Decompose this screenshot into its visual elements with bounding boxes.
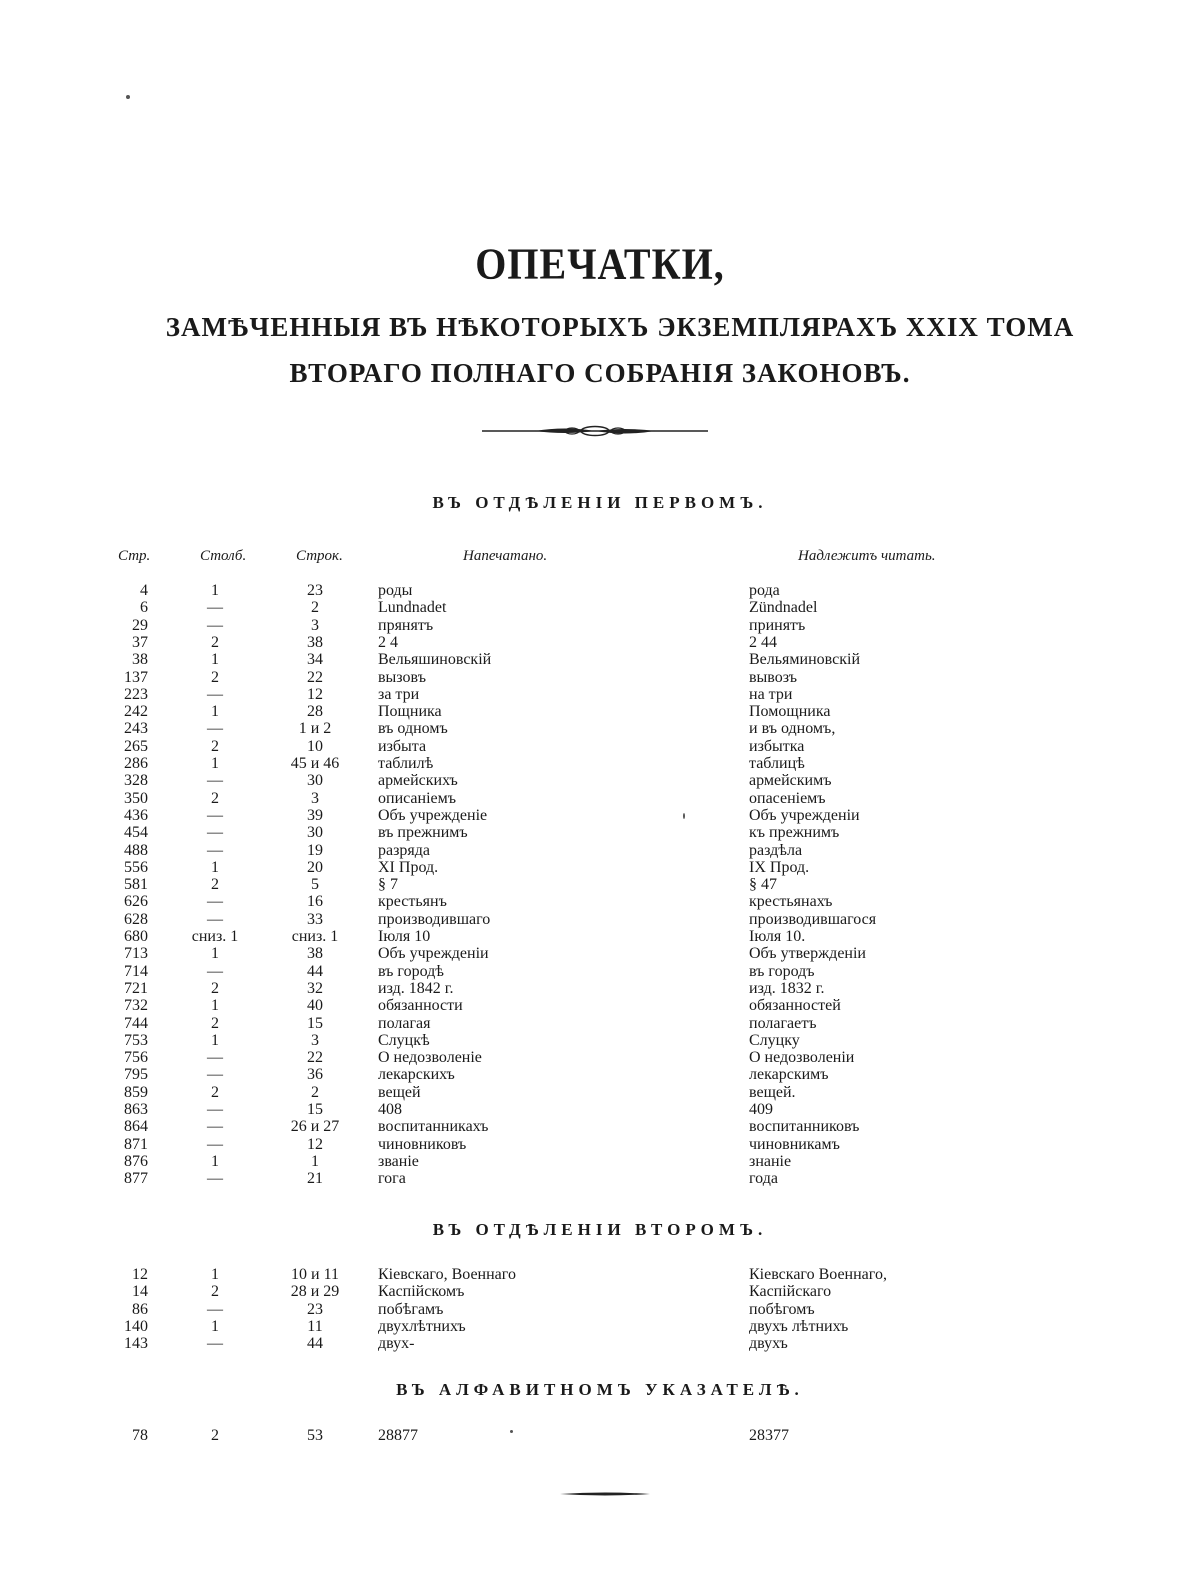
printed-text: двухлѣтнихъ: [378, 1317, 466, 1335]
line-number: 39: [307, 806, 323, 824]
column-number: 1: [211, 755, 219, 772]
correct-text: таблицѣ: [749, 755, 805, 772]
page-number: 556: [124, 858, 148, 876]
subtitle-line-2: ВТОРАГО ПОЛНАГО СОБРАНІЯ ЗАКОНОВЪ.: [289, 358, 911, 388]
correct-text: армейскимъ: [749, 772, 832, 790]
page-number: 859: [124, 1083, 148, 1101]
page-number: 756: [124, 1049, 148, 1067]
page-number: 350: [124, 789, 148, 807]
line-number: 2: [311, 599, 319, 617]
page-number: 6: [140, 599, 148, 617]
line-number: 12: [307, 1135, 323, 1153]
column-number: —: [207, 685, 223, 703]
printed-text: полагая: [378, 1014, 431, 1032]
printed-text: крестьянъ: [378, 893, 447, 911]
line-number: 33: [307, 910, 323, 928]
errata-row: [0, 1335, 1200, 1353]
column-header-line: Строк.: [296, 548, 343, 564]
column-number: 1: [211, 1152, 219, 1170]
column-number: —: [207, 1101, 223, 1118]
line-number: 32: [307, 979, 323, 997]
correct-text: обязанностей: [749, 997, 841, 1015]
errata-row: [0, 1136, 1200, 1154]
column-number: 2: [211, 979, 219, 997]
page-number: 581: [124, 876, 148, 894]
line-number: 10 и 11: [291, 1266, 339, 1283]
errata-row: [0, 842, 1200, 860]
correct-text: крестьянахъ: [749, 893, 833, 911]
page-number: 137: [124, 668, 148, 686]
line-number: 34: [307, 651, 323, 669]
correct-text: побѣгомъ: [749, 1300, 815, 1318]
printed-text: § 7: [378, 876, 398, 894]
column-number: 2: [211, 876, 219, 894]
column-number: —: [207, 1135, 223, 1153]
printed-text: званіе: [378, 1152, 419, 1170]
section-heading-first: ВЪ ОТДѢЛЕНІИ ПЕРВОМЪ.: [432, 493, 768, 512]
column-number: —: [207, 1335, 223, 1353]
page-title: ОПЕЧАТКИ,: [475, 238, 725, 289]
errata-row: [0, 893, 1200, 911]
printed-text: обязанности: [378, 997, 463, 1015]
column-number: —: [207, 1049, 223, 1067]
errata-row: [0, 1170, 1200, 1188]
correct-text: къ прежнимъ: [749, 824, 840, 842]
printed-text: XI Прод.: [378, 858, 439, 876]
page-number: 436: [124, 806, 148, 824]
page-number: 721: [124, 979, 148, 997]
correct-text: двухъ лѣтнихъ: [749, 1317, 849, 1335]
errata-row: [0, 980, 1200, 998]
errata-row: [0, 1101, 1200, 1119]
line-number: 15: [307, 1014, 323, 1032]
printed-text: прянятъ: [378, 616, 434, 634]
correct-text: года: [749, 1170, 778, 1188]
page-number: 864: [124, 1118, 148, 1136]
printed-text: изд. 1842 г.: [378, 979, 454, 997]
line-number: 16: [307, 893, 323, 911]
correct-text: Іюля 10.: [749, 928, 806, 945]
page-number: 140: [124, 1317, 148, 1335]
page-number: 37: [132, 633, 148, 651]
column-number: —: [207, 806, 223, 824]
correct-text: вещей.: [749, 1083, 796, 1101]
printed-text: 2 4: [378, 633, 398, 651]
errata-row: [0, 634, 1200, 652]
page-number: 242: [124, 703, 148, 721]
correct-text: чиновникамъ: [749, 1135, 840, 1153]
column-number: 1: [211, 1266, 219, 1283]
page-number: 78: [132, 1427, 148, 1444]
column-number: 1: [211, 1031, 219, 1049]
errata-row: [0, 720, 1200, 738]
line-number: 23: [307, 582, 323, 599]
column-number: 1: [211, 582, 219, 599]
correct-text: Объ учрежденіи: [749, 806, 860, 824]
line-number: 36: [307, 1066, 323, 1084]
page-number: 732: [124, 997, 148, 1015]
printed-text: таблилѣ: [378, 755, 434, 772]
line-number: 20: [307, 858, 323, 876]
printed-text: роды: [378, 582, 413, 599]
page-number: 4: [140, 582, 148, 599]
errata-row: [0, 651, 1200, 669]
page-number: 38: [132, 651, 148, 669]
subtitle-line-1: ЗАМѢЧЕННЫЯ ВЪ НѢКОТОРЫХЪ ЭКЗЕМПЛЯРАХЪ XXIX ТОМА: [165, 312, 1075, 342]
printed-text: вещей: [378, 1083, 421, 1101]
errata-row: [0, 963, 1200, 981]
correct-text: Помощника: [749, 703, 831, 721]
page-number: 877: [124, 1170, 148, 1188]
printed-text: въ городѣ: [378, 962, 444, 980]
column-number: —: [207, 841, 223, 859]
printed-text: Слуцкѣ: [378, 1031, 430, 1049]
printed-text: лекарскихъ: [378, 1066, 455, 1084]
correct-text: изд. 1832 г.: [749, 979, 825, 997]
line-number: 12: [307, 685, 323, 703]
printed-text: побѣгамъ: [378, 1300, 444, 1318]
line-number: 23: [307, 1300, 323, 1318]
column-number: 2: [211, 737, 219, 755]
errata-row: [0, 582, 1200, 600]
column-number: —: [207, 720, 223, 738]
errata-row: [0, 928, 1200, 946]
line-number: 1 и 2: [298, 720, 332, 738]
correct-text: въ городъ: [749, 962, 815, 980]
errata-row: [0, 1032, 1200, 1050]
errata-row: [0, 755, 1200, 773]
page-number: 876: [124, 1152, 148, 1170]
column-number: —: [207, 962, 223, 980]
page-number: 863: [124, 1101, 148, 1118]
errata-row: [0, 1066, 1200, 1084]
correct-text: Вельяминовскій: [749, 651, 861, 669]
line-number: 3: [311, 1031, 319, 1049]
line-number: сниз. 1: [291, 928, 339, 945]
line-number: 10: [307, 737, 323, 755]
errata-row: [0, 911, 1200, 929]
line-number: 21: [307, 1170, 323, 1188]
line-number: 19: [307, 841, 323, 859]
printed-text: Объ учрежденіе: [378, 806, 488, 824]
errata-row: [0, 807, 1200, 825]
column-number: —: [207, 616, 223, 634]
printed-text: Вельяшиновскій: [378, 651, 492, 669]
printed-text: 28877: [378, 1427, 418, 1444]
line-number: 3: [311, 616, 319, 634]
page-number: 454: [124, 824, 148, 842]
printed-text: въ прежнимъ: [378, 824, 468, 842]
correct-text: полагаетъ: [749, 1014, 817, 1032]
page-number: 12: [132, 1266, 148, 1283]
page-number: 223: [124, 685, 148, 703]
correct-text: Объ утвержденіи: [749, 945, 866, 963]
column-number: 2: [211, 1014, 219, 1032]
page-number: 626: [124, 893, 148, 911]
column-number: —: [207, 1170, 223, 1188]
errata-row: [0, 1118, 1200, 1136]
errata-row: [0, 824, 1200, 842]
column-number: —: [207, 772, 223, 790]
printed-text: за три: [378, 685, 420, 703]
line-number: 30: [307, 772, 323, 790]
column-number: 2: [211, 789, 219, 807]
column-header-column: Столб.: [200, 548, 247, 564]
page-number: 488: [124, 841, 148, 859]
printed-text: воспитанникахъ: [378, 1118, 489, 1136]
errata-row: [0, 1153, 1200, 1171]
correct-text: 28377: [749, 1427, 789, 1444]
errata-row: [0, 1084, 1200, 1102]
correct-text: двухъ: [749, 1335, 788, 1353]
closing-rule: [560, 1490, 650, 1498]
correct-text: на три: [749, 685, 793, 703]
correct-text: Каспійскаго: [749, 1283, 832, 1301]
printed-text: Кіевскаго, Военнаго: [378, 1266, 516, 1283]
printed-text: Каспійскомъ: [378, 1283, 465, 1301]
errata-row: [0, 599, 1200, 617]
column-header-printed: Напечатано.: [463, 548, 548, 564]
correct-text: § 47: [749, 876, 777, 894]
errata-row: [0, 859, 1200, 877]
column-number: —: [207, 824, 223, 842]
printed-text: производившаго: [378, 910, 491, 928]
errata-row: [0, 876, 1200, 894]
line-number: 3: [311, 789, 319, 807]
errata-row: [0, 997, 1200, 1015]
column-header-page: Стр.: [118, 548, 151, 564]
printed-text: Lundnadet: [378, 599, 447, 617]
errata-row: [0, 1266, 1200, 1284]
errata-row: [0, 669, 1200, 687]
correct-text: принятъ: [749, 616, 806, 634]
line-number: 38: [307, 633, 323, 651]
line-number: 15: [307, 1101, 323, 1118]
paper-speck: [683, 813, 685, 819]
printed-text: армейскихъ: [378, 772, 458, 790]
page-number: 328: [124, 772, 148, 790]
page-number: 14: [132, 1283, 148, 1301]
column-number: —: [207, 1300, 223, 1318]
errata-row: [0, 617, 1200, 635]
page-number: 29: [132, 616, 148, 634]
errata-row: [0, 790, 1200, 808]
column-number: 1: [211, 703, 219, 721]
column-number: 1: [211, 651, 219, 669]
line-number: 5: [311, 876, 319, 894]
printed-text: разряда: [378, 841, 431, 859]
column-number: 2: [211, 1427, 219, 1444]
errata-row: [0, 1318, 1200, 1336]
errata-row: [0, 686, 1200, 704]
line-number: 2: [311, 1083, 319, 1101]
errata-row: [0, 1427, 1200, 1445]
page-number: 86: [132, 1300, 148, 1318]
printed-text: въ одномъ: [378, 720, 448, 738]
printed-text: О недозволеніе: [378, 1049, 482, 1067]
column-number: 1: [211, 858, 219, 876]
column-number: —: [207, 1066, 223, 1084]
line-number: 38: [307, 945, 323, 963]
page-number: 744: [124, 1014, 148, 1032]
line-number: 44: [307, 962, 323, 980]
errata-row: [0, 703, 1200, 721]
line-number: 28 и 29: [290, 1283, 340, 1301]
correct-text: рода: [749, 582, 780, 599]
page-number: 243: [124, 720, 148, 738]
printed-text: избыта: [378, 737, 427, 755]
errata-row: [0, 1283, 1200, 1301]
page-number: 871: [124, 1135, 148, 1153]
line-number: 11: [307, 1317, 323, 1335]
correct-text: и въ одномъ,: [749, 720, 836, 738]
line-number: 28: [307, 703, 323, 721]
correct-text: опасеніемъ: [749, 789, 826, 807]
page-number: 143: [124, 1335, 148, 1353]
printed-text: описаніемъ: [378, 789, 457, 807]
section-heading-second: ВЪ ОТДѢЛЕНІИ ВТОРОМЪ.: [432, 1220, 768, 1239]
page-number: 795: [124, 1066, 148, 1084]
correct-text: производившагося: [749, 910, 877, 928]
line-number: 45 и 46: [290, 755, 340, 772]
column-number: сниз. 1: [191, 928, 239, 945]
correct-text: Zündnadel: [749, 599, 818, 617]
printed-text: вызовъ: [378, 668, 426, 686]
page-number: 628: [124, 910, 148, 928]
column-header-correct: Надлежитъ читать.: [798, 548, 936, 564]
column-number: —: [207, 599, 223, 617]
printed-text: Іюля 10: [378, 928, 431, 945]
ornament-divider: [480, 424, 710, 438]
correct-text: IX Прод.: [749, 858, 810, 876]
page-number: 714: [124, 962, 148, 980]
page-number: 286: [124, 755, 148, 772]
column-number: 1: [211, 945, 219, 963]
line-number: 22: [307, 1049, 323, 1067]
correct-text: лекарскимъ: [749, 1066, 829, 1084]
correct-text: Слуцку: [749, 1031, 800, 1049]
printed-text: Объ учрежденіи: [378, 945, 489, 963]
page-number: 265: [124, 737, 148, 755]
errata-row: [0, 945, 1200, 963]
column-number: 2: [211, 1083, 219, 1101]
column-number: 1: [211, 997, 219, 1015]
correct-text: вывозъ: [749, 668, 798, 686]
line-number: 40: [307, 997, 323, 1015]
correct-text: знаніе: [749, 1152, 792, 1170]
column-number: 2: [211, 1283, 219, 1301]
column-number: 2: [211, 633, 219, 651]
errata-row: [0, 1301, 1200, 1319]
section-heading-index: ВЪ АЛФАВИТНОМЪ УКАЗАТЕЛѢ.: [396, 1380, 804, 1399]
paper-speck: [126, 95, 130, 99]
correct-text: избытка: [749, 737, 805, 755]
page-number: 753: [124, 1031, 148, 1049]
correct-text: 2 44: [749, 633, 777, 651]
correct-text: воспитанниковъ: [749, 1118, 860, 1136]
column-number: 2: [211, 668, 219, 686]
line-number: 26 и 27: [290, 1118, 340, 1136]
page-number: 680: [124, 928, 148, 945]
line-number: 22: [307, 668, 323, 686]
column-number: —: [207, 893, 223, 911]
correct-text: Кіевскаго Военнаго,: [749, 1266, 887, 1283]
correct-text: раздѣла: [749, 841, 803, 859]
column-number: 1: [211, 1317, 219, 1335]
errata-row: [0, 738, 1200, 756]
column-number: —: [207, 1118, 223, 1136]
printed-text: 408: [378, 1101, 402, 1118]
column-number: —: [207, 910, 223, 928]
printed-text: чиновниковъ: [378, 1135, 467, 1153]
printed-text: гога: [378, 1170, 406, 1188]
paper-speck: [510, 1430, 513, 1433]
printed-text: двух-: [378, 1335, 415, 1353]
correct-text: 409: [749, 1101, 773, 1118]
line-number: 1: [311, 1152, 319, 1170]
errata-row: [0, 1015, 1200, 1033]
line-number: 30: [307, 824, 323, 842]
page-number: 713: [124, 945, 148, 963]
printed-text: Пощника: [378, 703, 442, 721]
errata-row: [0, 1049, 1200, 1067]
line-number: 53: [307, 1427, 323, 1444]
line-number: 44: [307, 1335, 323, 1353]
errata-row: [0, 772, 1200, 790]
correct-text: О недозволеніи: [749, 1049, 855, 1067]
